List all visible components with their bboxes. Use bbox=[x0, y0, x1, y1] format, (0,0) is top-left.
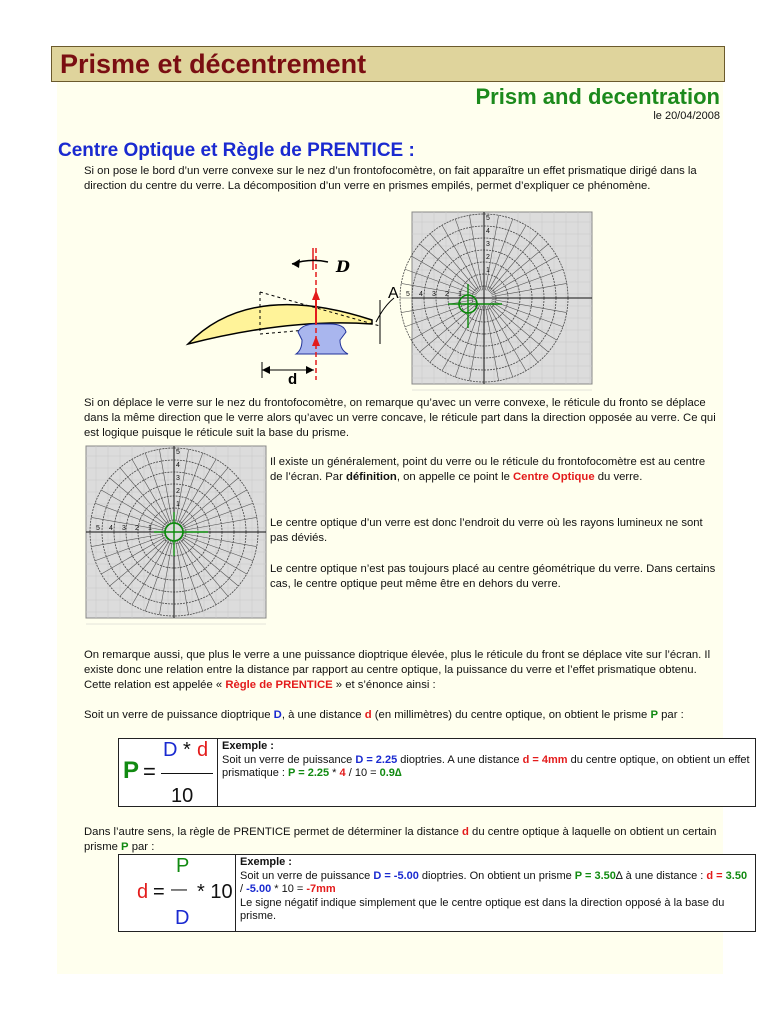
var-d: d bbox=[364, 709, 372, 721]
example-prism bbox=[218, 739, 755, 806]
formula-denominator: 10 bbox=[171, 785, 194, 807]
prentice-rule-term: Règle de PRENTICE bbox=[225, 679, 333, 691]
example-P: P = 2.25 bbox=[288, 767, 330, 779]
reticle-scale-label: 4 bbox=[176, 462, 180, 469]
reticle-scale-label: 5 bbox=[486, 215, 490, 222]
optical-center-paragraph-2: Le centre optique d’un verre est donc l’endroit du verre où les rayons lumineux ne sont pas déviés. bbox=[270, 517, 703, 544]
intro-paragraph: Si on pose le bord d’un verre convexe sur le nez d’un frontofocomètre, on fait apparaître un effet prismatique dirigé dans la direction du centre du verre. La décomposition d’un verre en prismes empilés, permet d’expliquer ce phénomène. bbox=[84, 165, 697, 192]
reticle-scale-label: 3 bbox=[122, 525, 126, 532]
example-D: D = 2.25 bbox=[355, 753, 398, 766]
example-operator: * 10 = bbox=[271, 883, 307, 895]
example-text: ∆ à une distance : bbox=[615, 869, 707, 882]
formula-P: P bbox=[123, 757, 140, 784]
formula2-P: P bbox=[176, 855, 190, 877]
example-P-value: 3.50 bbox=[725, 869, 748, 882]
reticle-decentered-image bbox=[406, 212, 592, 384]
example-P: P = 3.50 bbox=[574, 869, 616, 882]
formula1-intro-text-d: par : bbox=[657, 709, 684, 721]
reticle-scale-label: 2 bbox=[486, 254, 490, 261]
example-text: Soit un verre de puissance bbox=[222, 753, 356, 766]
displacement-paragraph: Si on déplace le verre sur le nez du frontofocomètre, on remarque qu’avec un verre convexe, le réticule du fronto se déplace dans la même direction que le verre alors qu’avec un verre concave, le réticule part dans la direction opposée au verre. Ce qui est logique puisque le réticule suit la base du prisme. bbox=[84, 397, 716, 439]
example-title: Exemple : bbox=[222, 740, 274, 752]
label-d: d bbox=[288, 371, 298, 388]
example-result: 0.9∆ bbox=[379, 767, 402, 779]
page-subtitle: Prism and decentration bbox=[475, 84, 720, 109]
reticle-scale-label: 3 bbox=[432, 291, 436, 298]
section-title: Centre Optique et Règle de PRENTICE : bbox=[58, 140, 415, 161]
reticle-scale-label: 3 bbox=[176, 475, 180, 482]
formula1-intro-text-b: , à une distance bbox=[281, 709, 365, 721]
formula2-multiplier: * 10 bbox=[197, 881, 233, 903]
formula-d: d bbox=[197, 739, 209, 761]
formula1-intro-text-a: Soit un verre de puissance dioptrique bbox=[84, 709, 274, 721]
example-note: Le signe négatif indique simplement que le centre optique est dans la direction opposé à la base du prisme. bbox=[240, 896, 725, 922]
reticle-scale-label: 4 bbox=[419, 291, 423, 298]
formula-box-prism bbox=[118, 738, 756, 807]
formula-star: * bbox=[183, 739, 191, 761]
page-title: Prisme et décentrement bbox=[60, 49, 367, 79]
prentice-intro-text-b: » et s’énonce ainsi : bbox=[332, 679, 436, 691]
formula2-D: D bbox=[175, 907, 190, 929]
formula-distance bbox=[119, 855, 236, 931]
example-text: dioptries. A une distance bbox=[397, 753, 523, 766]
example-result: -7mm bbox=[306, 883, 336, 895]
fraction-bar bbox=[161, 773, 213, 774]
formula2-d: d bbox=[137, 881, 149, 903]
formula-prism bbox=[119, 739, 218, 806]
definition-word: définition bbox=[345, 471, 397, 483]
lens-prism-diagram bbox=[180, 240, 410, 390]
example-prism-text bbox=[222, 754, 751, 781]
example-operator: / 10 = bbox=[345, 767, 380, 779]
reticle-scale-label: 5 bbox=[406, 291, 410, 298]
formula2-intro-text-c: par : bbox=[128, 841, 155, 853]
example-text: dioptries. On obtient un prisme bbox=[418, 869, 575, 882]
var-D: D bbox=[273, 709, 282, 721]
example-distance bbox=[236, 855, 755, 931]
example-operator: * bbox=[329, 767, 340, 779]
optical-center-term: Centre Optique bbox=[513, 471, 595, 483]
definition-text-c: du verre. bbox=[594, 471, 643, 483]
reticle-scale-label: 3 bbox=[486, 241, 490, 248]
formula-D: D bbox=[163, 739, 178, 761]
var-P-2: P bbox=[121, 841, 129, 853]
reticle-scale-label: 4 bbox=[486, 228, 490, 235]
example-D-value: -5.00 bbox=[246, 883, 272, 895]
definition-text-b: , on appelle ce point le bbox=[396, 471, 514, 483]
formula2-intro bbox=[84, 825, 724, 855]
example-text: du centre optique, on obtient un effet prismatique : bbox=[222, 753, 750, 779]
reticle-scale-label: 2 bbox=[176, 488, 180, 495]
prentice-intro-paragraph bbox=[84, 648, 724, 693]
example-D: D = -5.00 bbox=[373, 869, 419, 882]
page-date: le 20/04/2008 bbox=[653, 110, 720, 122]
reticle-scale-label: 2 bbox=[135, 525, 139, 532]
formula2-fraction-bar: — bbox=[171, 881, 187, 898]
example-operator: / bbox=[240, 883, 247, 895]
reticle-scale-label: 1 bbox=[486, 267, 490, 274]
label-a: A bbox=[388, 285, 399, 302]
var-P: P bbox=[650, 709, 658, 721]
reticle-scale-label: 1 bbox=[148, 525, 152, 532]
formula-equals: = bbox=[143, 759, 156, 784]
title-bar bbox=[51, 46, 725, 82]
formula2-intro-text-a: Dans l’autre sens, la règle de PRENTICE permet de déterminer la distance bbox=[84, 826, 462, 838]
reticle-scale-label: 4 bbox=[109, 525, 113, 532]
var-d-2: d bbox=[462, 826, 469, 838]
formula1-intro-text-c: (en millimètres) du centre optique, on obtient le prisme bbox=[371, 709, 651, 721]
optical-center-paragraph-3: Le centre optique n’est pas toujours placé au centre géométrique du verre. Dans certains cas, le centre optique peut même être en dehors du verre. bbox=[270, 563, 716, 590]
example-4: 4 bbox=[339, 767, 346, 779]
reticle-scale-label: 2 bbox=[445, 291, 449, 298]
definition-text-a: Il existe un généralement, point du verre ou le réticule du frontofocomètre est au centre de l’écran. Par bbox=[270, 456, 706, 483]
example-title: Exemple : bbox=[240, 856, 292, 868]
reticle-scale-label: 5 bbox=[176, 449, 180, 456]
formula-box-distance bbox=[118, 854, 756, 932]
reticle-scale-label: 5 bbox=[96, 525, 100, 532]
example-text: Soit un verre de puissance bbox=[240, 869, 374, 882]
prentice-intro-text-a: On remarque aussi, que plus le verre a une puissance dioptrique élevée, plus le réticule du front se déplace vite sur l’écran. Il existe donc une relation entre la distance par rapport au centre optique, la puissance du verre et l’effet prismatique obtenu. Cette relation est appelée « bbox=[84, 649, 711, 691]
example-d: d = bbox=[706, 869, 726, 882]
formula2-equals: = bbox=[153, 881, 165, 903]
reticle-scale-label: 1 bbox=[458, 291, 462, 298]
formula2-intro-text-b: du centre optique à laquelle on obtient un certain prisme bbox=[84, 826, 717, 853]
svg-text:D: D bbox=[336, 257, 350, 276]
formula1-intro bbox=[84, 708, 724, 723]
reticle-centered-image bbox=[86, 446, 266, 618]
optical-center-definition bbox=[270, 455, 720, 485]
example-distance-text bbox=[240, 870, 751, 897]
example-d: d = 4mm bbox=[522, 753, 568, 766]
reticle-scale-label: 1 bbox=[176, 501, 180, 508]
